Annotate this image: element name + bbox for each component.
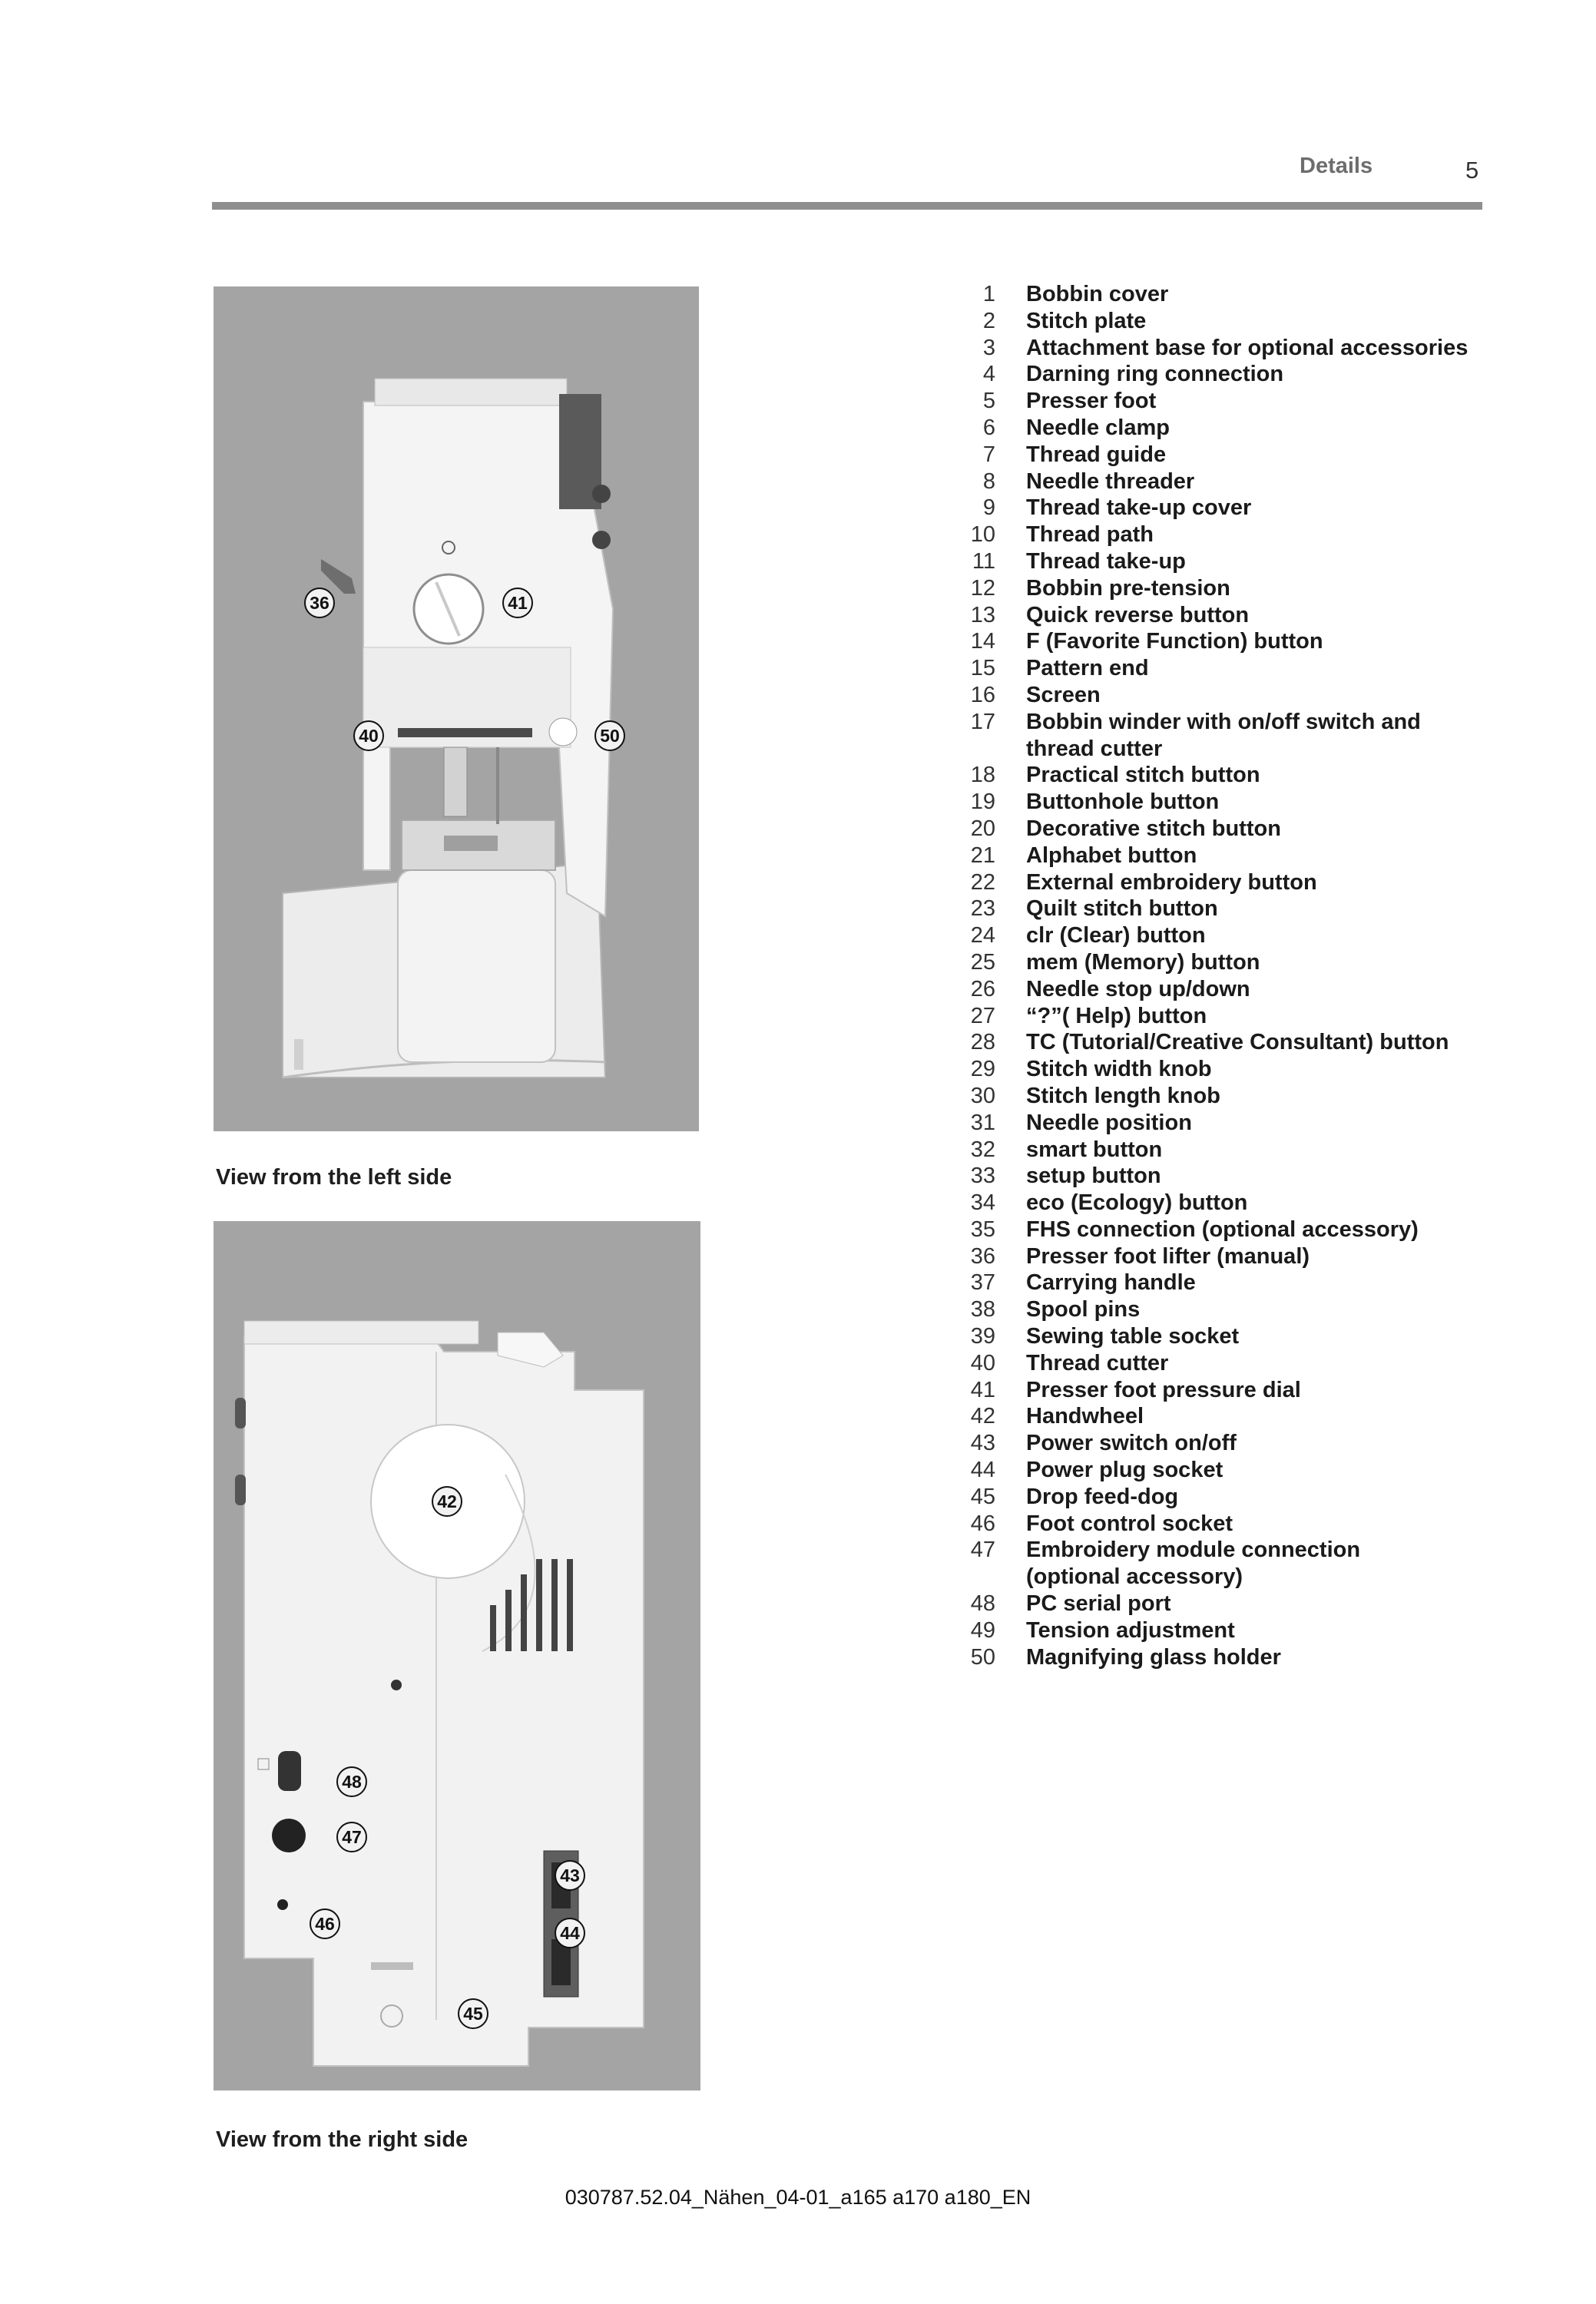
- part-label: Stitch length knob: [1026, 1083, 1220, 1108]
- part-label: Pattern end: [1026, 656, 1149, 681]
- part-row: [951, 602, 1504, 629]
- part-label: Quick reverse button: [1026, 602, 1250, 627]
- part-row: [951, 1564, 1504, 1591]
- part-number: 32: [970, 1137, 995, 1162]
- page-number: 5: [1465, 157, 1479, 184]
- part-number: 8: [982, 468, 995, 494]
- part-row: [951, 281, 1504, 308]
- part-number: 42: [970, 1404, 995, 1429]
- part-row: [951, 1457, 1504, 1484]
- part-number: 26: [970, 976, 995, 1001]
- part-row: [951, 1617, 1504, 1644]
- right-side-photo: [214, 1221, 700, 2090]
- part-label: Darning ring connection: [1026, 362, 1284, 387]
- part-label: eco (Ecology) button: [1026, 1190, 1248, 1216]
- part-row: [951, 1003, 1504, 1030]
- part-label: Quilt stitch button: [1026, 896, 1218, 922]
- part-row: [951, 762, 1504, 789]
- right-side-machine-illustration: [214, 1221, 700, 2090]
- part-number: 35: [970, 1217, 995, 1242]
- part-label: Thread cutter: [1026, 1350, 1169, 1375]
- part-number: 47: [970, 1538, 995, 1563]
- part-label: FHS connection (optional accessory): [1026, 1217, 1419, 1242]
- part-number: 18: [970, 763, 995, 788]
- part-label: Embroidery module connection: [1026, 1538, 1361, 1563]
- part-row: [951, 308, 1504, 335]
- part-row: [951, 1029, 1504, 1056]
- left-side-photo: [214, 286, 699, 1131]
- part-row: [951, 442, 1504, 468]
- callout-48: 48: [336, 1766, 367, 1797]
- part-row: [951, 1430, 1504, 1457]
- part-row: [951, 1350, 1504, 1377]
- part-row: [951, 548, 1504, 575]
- part-row: [951, 682, 1504, 709]
- part-row: [951, 415, 1504, 442]
- part-number: 14: [970, 629, 995, 654]
- part-label: Handwheel: [1026, 1404, 1144, 1429]
- part-row: [951, 736, 1504, 763]
- part-row: [951, 1323, 1504, 1350]
- part-row: [951, 816, 1504, 842]
- document-footer: 030787.52.04_Nähen_04-01_a165 a170 a180_EN: [565, 2186, 1031, 2209]
- part-label: Carrying handle: [1026, 1270, 1196, 1296]
- part-row: [951, 895, 1504, 922]
- part-label: Presser foot pressure dial: [1026, 1377, 1301, 1402]
- part-label: Bobbin winder with on/off switch and: [1026, 709, 1421, 734]
- part-label: setup button: [1026, 1164, 1161, 1189]
- part-row: [951, 1270, 1504, 1296]
- part-number: 6: [982, 415, 995, 440]
- part-number: 9: [982, 495, 995, 521]
- part-number: 41: [970, 1377, 995, 1402]
- part-row: [951, 1190, 1504, 1217]
- part-label: Thread guide: [1026, 442, 1167, 467]
- part-label: Bobbin pre-tension: [1026, 575, 1230, 601]
- callout-47: 47: [336, 1822, 367, 1852]
- part-number: 31: [970, 1110, 995, 1135]
- part-label: Screen: [1026, 682, 1101, 707]
- part-row: [951, 1056, 1504, 1083]
- part-row: [951, 1110, 1504, 1137]
- callout-36: 36: [304, 588, 335, 618]
- part-label: Stitch width knob: [1026, 1057, 1212, 1082]
- part-row: [951, 842, 1504, 869]
- part-number: 10: [970, 522, 995, 548]
- part-row: [951, 1591, 1504, 1617]
- part-number: 36: [970, 1243, 995, 1269]
- part-label: External embroidery button: [1026, 869, 1317, 895]
- part-label: Power plug socket: [1026, 1458, 1223, 1483]
- part-row: [951, 1511, 1504, 1538]
- callout-50: 50: [594, 720, 625, 751]
- part-number: 16: [970, 682, 995, 707]
- part-label: TC (Tutorial/Creative Consultant) button: [1026, 1030, 1449, 1055]
- part-number: 49: [970, 1617, 995, 1643]
- part-label: Tension adjustment: [1026, 1617, 1235, 1643]
- part-label: (optional accessory): [1026, 1564, 1243, 1590]
- part-number: 43: [970, 1431, 995, 1456]
- part-row: [951, 949, 1504, 976]
- part-row: [951, 575, 1504, 602]
- part-number: 21: [970, 842, 995, 868]
- part-row: [951, 1296, 1504, 1323]
- part-number: 3: [982, 335, 995, 360]
- part-row: [951, 1537, 1504, 1564]
- part-label: Bobbin cover: [1026, 282, 1169, 306]
- part-label: Magnifying glass holder: [1026, 1644, 1281, 1670]
- page-header-title: Details: [1300, 154, 1373, 178]
- part-row: [951, 655, 1504, 682]
- callout-41: 41: [502, 588, 533, 618]
- part-row: [951, 922, 1504, 949]
- part-number: 22: [970, 869, 995, 895]
- part-label: Needle stop up/down: [1026, 976, 1250, 1001]
- part-row: [951, 495, 1504, 521]
- part-number: 4: [982, 362, 995, 387]
- part-row: [951, 388, 1504, 415]
- left-side-machine-illustration: [214, 286, 699, 1131]
- part-number: 13: [970, 602, 995, 627]
- part-label: Needle clamp: [1026, 415, 1170, 440]
- part-number: 44: [970, 1458, 995, 1483]
- part-row: [951, 976, 1504, 1003]
- part-number: 15: [970, 656, 995, 681]
- part-label: Drop feed-dog: [1026, 1484, 1179, 1509]
- callout-40: 40: [353, 720, 384, 751]
- part-row: [951, 1137, 1504, 1164]
- part-number: 46: [970, 1511, 995, 1536]
- part-number: [951, 1564, 995, 1591]
- part-number: 5: [982, 389, 995, 414]
- header-rule: [212, 202, 1482, 210]
- part-number: 40: [970, 1350, 995, 1375]
- part-label: Stitch plate: [1026, 308, 1147, 333]
- left-view-caption: View from the left side: [216, 1165, 452, 1190]
- part-label: Buttonhole button: [1026, 790, 1220, 815]
- part-number: 45: [970, 1484, 995, 1509]
- part-number: 30: [970, 1083, 995, 1108]
- part-label: Alphabet button: [1026, 842, 1197, 868]
- part-label: Presser foot: [1026, 389, 1157, 414]
- callout-46: 46: [310, 1908, 340, 1939]
- part-label: Practical stitch button: [1026, 763, 1260, 788]
- callout-42: 42: [432, 1486, 462, 1517]
- part-row: [951, 1217, 1504, 1243]
- part-number: 29: [970, 1057, 995, 1082]
- part-label: Sewing table socket: [1026, 1324, 1240, 1349]
- part-label: Presser foot lifter (manual): [1026, 1243, 1310, 1269]
- part-row: [951, 468, 1504, 495]
- part-row: [951, 709, 1504, 736]
- part-number: 25: [970, 949, 995, 975]
- part-row: [951, 1163, 1504, 1190]
- part-label: F (Favorite Function) button: [1026, 629, 1323, 654]
- part-number: 28: [970, 1030, 995, 1055]
- part-label: clr (Clear) button: [1026, 923, 1206, 948]
- part-number: 1: [982, 282, 995, 306]
- part-row: [951, 789, 1504, 816]
- part-number: 20: [970, 816, 995, 841]
- right-view-caption: View from the right side: [216, 2127, 469, 2152]
- part-number: 33: [970, 1164, 995, 1189]
- part-row: [951, 1644, 1504, 1671]
- part-label: Thread path: [1026, 522, 1154, 548]
- part-row: [951, 1243, 1504, 1270]
- part-label: Spool pins: [1026, 1297, 1141, 1322]
- part-number: 39: [970, 1324, 995, 1349]
- part-number: 34: [970, 1190, 995, 1216]
- part-row: [951, 1083, 1504, 1110]
- part-number: 12: [970, 575, 995, 601]
- part-row: [951, 628, 1504, 655]
- part-label: Power switch on/off: [1026, 1431, 1237, 1456]
- part-number: [951, 736, 995, 763]
- part-label: Decorative stitch button: [1026, 816, 1281, 841]
- part-number: 24: [970, 923, 995, 948]
- part-row: [951, 521, 1504, 548]
- part-number: 11: [972, 548, 995, 574]
- part-row: [951, 361, 1504, 388]
- part-label: mem (Memory) button: [1026, 949, 1260, 975]
- callout-45: 45: [458, 1998, 488, 2029]
- part-label: PC serial port: [1026, 1591, 1171, 1617]
- part-number: 23: [970, 896, 995, 922]
- callout-44: 44: [555, 1918, 585, 1948]
- parts-list: [951, 281, 1504, 1670]
- part-row: [951, 1377, 1504, 1404]
- part-label: smart button: [1026, 1137, 1163, 1162]
- part-number: 37: [970, 1270, 995, 1296]
- part-number: 17: [970, 709, 995, 734]
- part-label: Attachment base for optional accessories: [1026, 335, 1469, 360]
- part-row: [951, 335, 1504, 362]
- part-label: Thread take-up cover: [1026, 495, 1252, 521]
- part-row: [951, 869, 1504, 896]
- part-number: 27: [970, 1003, 995, 1028]
- part-label: Foot control socket: [1026, 1511, 1233, 1536]
- part-number: 48: [970, 1591, 995, 1617]
- part-label: Needle threader: [1026, 468, 1195, 494]
- part-row: [951, 1403, 1504, 1430]
- part-label: “?”( Help) button: [1026, 1003, 1207, 1028]
- part-row: [951, 1484, 1504, 1511]
- part-label: Thread take-up: [1026, 548, 1186, 574]
- part-number: 2: [982, 308, 995, 333]
- part-label: Needle position: [1026, 1110, 1192, 1135]
- part-number: 38: [970, 1297, 995, 1322]
- part-label: thread cutter: [1026, 736, 1163, 761]
- part-number: 19: [970, 790, 995, 815]
- part-number: 7: [982, 442, 995, 467]
- part-number: 50: [970, 1644, 995, 1670]
- callout-43: 43: [555, 1860, 585, 1891]
